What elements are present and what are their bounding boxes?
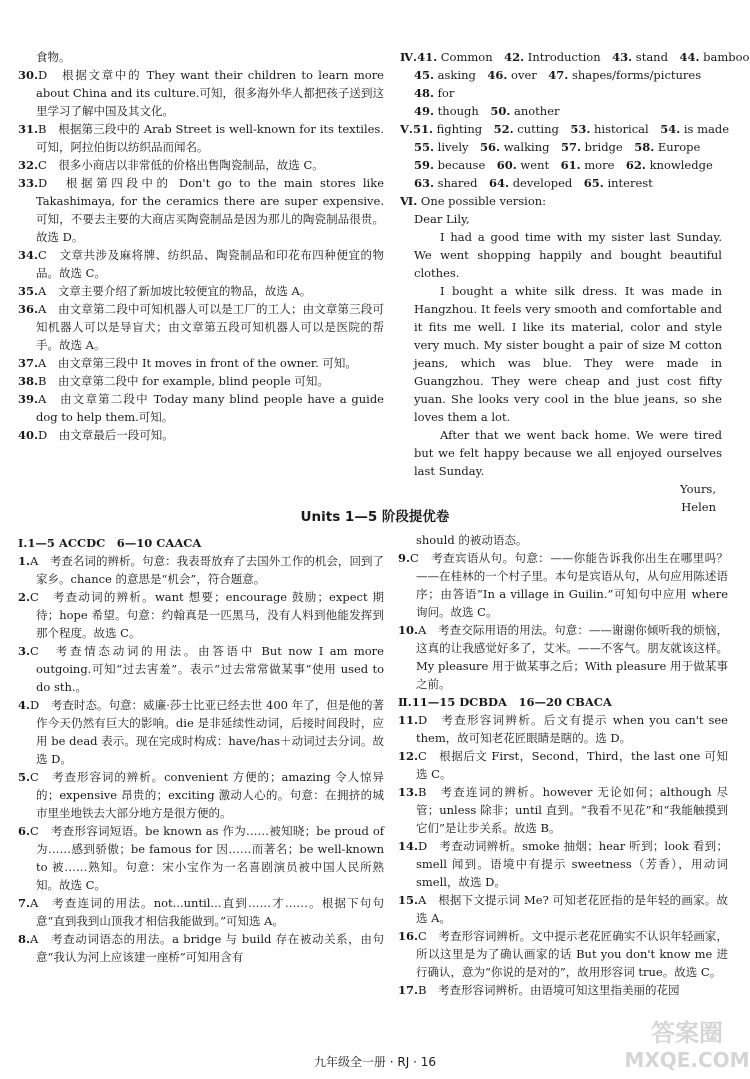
item-text: B 根据第三段中的 Arab Street is well-known for its textiles.可知，阿拉伯街以纺织品而闻名。: [36, 122, 384, 154]
answer-number: 58.: [634, 140, 655, 154]
item-number: 1.: [18, 554, 31, 568]
answer-number: 65.: [583, 176, 604, 190]
answer-item: [398, 621, 728, 693]
item-text: C 考查动词的辨析。want 想要；encourage 鼓励；expect 期待；hope 希望。句意：约翰真是一匹黑马，没有人料到他能发挥到那个程度。故选 C。: [30, 590, 384, 640]
answer-word: because: [437, 158, 486, 172]
answer-row: [400, 156, 722, 174]
answers-column-top-left: [18, 48, 384, 444]
answer-row: [400, 120, 730, 138]
item-number: 39.: [18, 392, 39, 406]
unit-title: Units 1—5 阶段提优卷: [300, 509, 450, 525]
item-number: 36.: [18, 302, 39, 316]
answer-item: [18, 246, 384, 282]
item-number: 30.: [18, 68, 39, 82]
answer-number: 57.: [560, 140, 581, 154]
section-vi: [400, 192, 722, 516]
answer-item: [18, 354, 384, 372]
item-number: 14.: [398, 839, 419, 853]
answer-word: shapes/forms/pictures: [571, 68, 702, 82]
item-text: D 根据文章中的 They want their children to learn more about China and its culture.可知，很多海外华人都把孩子送到这里学习了解中国及其文化。: [36, 68, 384, 118]
item-text: C 根据后文 First，Second，Third，the last one 可知选 C。: [416, 749, 728, 781]
answer-word: for: [437, 86, 455, 100]
answer-word: more: [584, 158, 615, 172]
item-text: D 考查动词辨析。smoke 抽烟；hear 听到；look 看到；smell 闻到。语境中有提示 sweetness（芳香），用动词 smell，故选 D。: [416, 839, 728, 889]
answer-item: [18, 768, 384, 822]
answer-item: [18, 390, 384, 426]
answer-item: [18, 930, 384, 966]
answer-number: 51.: [412, 122, 433, 136]
answer-number: 46.: [487, 68, 508, 82]
answer-item: [18, 48, 384, 66]
answer-key-header: 11—15 DCBDA 16—20 CBACA: [411, 695, 612, 709]
answer-item: [398, 837, 728, 891]
answer-item: [18, 66, 384, 120]
answer-item: [18, 588, 384, 642]
answer-word: over: [511, 68, 537, 82]
item-number: 37.: [18, 356, 39, 370]
answer-word: interest: [607, 176, 653, 190]
answer-row: [400, 102, 722, 120]
item-text: A 考查动词语态的用法。a bridge 与 build 存在被动关系，由句意“我认为河上应该建一座桥”可知用含有: [30, 932, 384, 964]
answer-item: [398, 783, 728, 837]
item-text: A 由文章第二段中可知机器人可以是工厂的工人；由文章第三段可知机器人可以是导盲犬；由文章第五段可知机器人可以是医院的帮手。故选 A。: [36, 302, 384, 352]
item-text: A 考查交际用语的用法。句意：——谢谢你倾听我的烦恼，这真的让我感觉好多了，艾米。——不客气。朋友就该这样。My pleasure 用于做某事之后；With pleasure 用于做某事之前。: [416, 623, 728, 691]
answer-word: stand: [635, 50, 668, 64]
letter-closing: Yours,: [680, 482, 716, 496]
answer-word: shared: [437, 176, 478, 190]
letter-paragraph: I bought a white silk dress. It was made in Hangzhou. It feels very smooth and comfortable and it fits me well. I like its material, color and style very much. My sister bought a pair of size M cotton jeans, which was blue. They were made in Guangzhou. They were cheap and just cost fifty yuan. She looks very cool in the blue jeans, so she loves them a lot.: [414, 284, 722, 424]
page-footer: 九年级全一册 · RJ · 16: [313, 1055, 437, 1069]
section-label: Ⅴ.: [400, 122, 413, 136]
item-text: D 考查形容词辨析。后文有提示 when you can't see them，故可知老花匠眼睛是瞎的。选 D。: [416, 713, 728, 745]
item-number: 33.: [18, 176, 39, 190]
item-number: 6.: [18, 824, 31, 838]
item-text: B 考查连词的辨析。however 无论如何；although 尽管；unless 除非；until 直到。“我看不见花”和“我能触摸到它们”是让步关系。故选 B。: [416, 785, 728, 835]
answer-row: [400, 84, 722, 102]
answer-word: bridge: [584, 140, 623, 154]
item-number: 15.: [398, 893, 419, 907]
continued-text: should 的被动语态。: [416, 533, 528, 547]
item-number: 34.: [18, 248, 39, 262]
answer-item: [398, 747, 728, 783]
item-text: C 很多小商店以非常低的价格出售陶瓷制品，故选 C。: [38, 158, 324, 172]
item-number: 38.: [18, 374, 39, 388]
answer-item: [18, 552, 384, 588]
answer-item: [398, 549, 728, 621]
answer-item: [398, 981, 728, 999]
answer-word: went: [520, 158, 550, 172]
item-text: B 考查形容词辨析。由语境可知这里指美丽的花园: [418, 983, 680, 997]
answer-number: 43.: [612, 50, 633, 64]
item-number: 16.: [398, 929, 419, 943]
answers-column-bottom-right: [398, 531, 728, 999]
item-text: C 文章共涉及麻将牌、纺织品、陶瓷制品和印花布四种便宜的物品。故选 C。: [36, 248, 384, 280]
answer-word: knowledge: [649, 158, 713, 172]
answer-word: historical: [594, 122, 649, 136]
answer-word: fighting: [436, 122, 483, 136]
answer-row: [400, 174, 722, 192]
section-label: Ⅱ.: [398, 695, 412, 709]
item-number: 12.: [398, 749, 419, 763]
answer-item: [18, 894, 384, 930]
item-number: 7.: [18, 896, 31, 910]
item-number: 5.: [18, 770, 31, 784]
item-text: C 考查形容词短语。be known as 作为……被知晓；be proud of 为……感到骄傲；be famous for 因……而著名；be well-known to 被……熟知。句意：宋小宝作为一名喜剧演员被中国人民所熟知。故选 C。: [30, 824, 384, 892]
section-label: Ⅳ.: [400, 50, 418, 64]
answer-number: 49.: [414, 104, 435, 118]
letter-paragraph: After that we went back home. We were tired but we felt happy because we all enjoyed ourselves last Sunday.: [414, 428, 722, 478]
answer-item: [18, 822, 384, 894]
item-text: D 由文章最后一段可知。: [38, 428, 174, 442]
section-label: Ⅵ.: [400, 194, 418, 208]
item-number: 31.: [18, 122, 39, 136]
item-text: 食物。: [36, 50, 71, 64]
answer-number: 52.: [493, 122, 514, 136]
answer-row: [400, 66, 722, 84]
item-number: 40.: [18, 428, 39, 442]
answer-word: walking: [503, 140, 550, 154]
answer-number: 50.: [490, 104, 511, 118]
answer-number: 61.: [560, 158, 581, 172]
answer-number: 63.: [414, 176, 435, 190]
item-number: 32.: [18, 158, 39, 172]
answer-number: 53.: [570, 122, 591, 136]
item-number: 17.: [398, 983, 419, 997]
answer-word: Common: [440, 50, 493, 64]
item-number: 13.: [398, 785, 419, 799]
answer-word: asking: [437, 68, 476, 82]
answer-number: 60.: [496, 158, 517, 172]
item-text: A 由文章第三段中 It moves in front of the owner. 可知。: [38, 356, 357, 370]
item-text: C 考查情态动词的用法。由答语中 But now I am more outgoing.可知“过去害羞”。表示“过去常常做某事”使用 used to do sth.。: [30, 644, 384, 694]
answer-row: [400, 138, 722, 156]
answer-item: [18, 300, 384, 354]
answer-number: 55.: [414, 140, 435, 154]
answers-column-bottom-left: [18, 534, 384, 966]
answer-number: 47.: [548, 68, 569, 82]
section-intro: One possible version:: [420, 194, 547, 208]
answer-number: 54.: [660, 122, 681, 136]
item-number: 4.: [18, 698, 31, 712]
answer-word: bamboo: [703, 50, 750, 64]
svg-text:答案圈: 答案圈: [651, 1019, 723, 1047]
answer-key-header: 1—5 ACCDC 6—10 CAACA: [27, 536, 202, 550]
item-text: B 由文章第二段中 for example, blind people 可知。: [38, 374, 329, 388]
answer-number: 59.: [414, 158, 435, 172]
section-iv: [400, 48, 750, 120]
item-text: A 文章主要介绍了新加坡比较便宜的物品，故选 A。: [38, 284, 312, 298]
answer-word: lively: [437, 140, 469, 154]
letter-greeting: Dear Lily,: [414, 212, 470, 226]
answer-word: though: [437, 104, 479, 118]
item-text: D 考查时态。句意：威廉·莎士比亚已经去世 400 年了，但是他的著作今天仍然有巨大的影响。die 是非延续性动词，后接时间段时，应用 be dead 表示。现在完成时构成：have/has＋动词过去分词。故选 D。: [30, 698, 384, 766]
answer-word: Europe: [657, 140, 701, 154]
answer-item: [18, 156, 384, 174]
answer-word: cutting: [517, 122, 559, 136]
answer-number: 56.: [480, 140, 501, 154]
item-number: 9.: [398, 551, 411, 565]
answer-item: [18, 372, 384, 390]
section-v: [400, 120, 730, 192]
item-text: A 考查名词的辨析。句意：我表哥放弃了去国外工作的机会，回到了家乡。chance 的意思是“机会”，符合题意。: [30, 554, 384, 586]
answer-word: is made: [683, 122, 730, 136]
item-number: 10.: [398, 623, 419, 637]
watermark-logo: [624, 1013, 750, 1075]
letter-paragraph: I had a good time with my sister last Sunday. We went shopping happily and bought beautiful clothes.: [414, 230, 722, 280]
item-number: 3.: [18, 644, 31, 658]
item-text: A 考查连词的用法。not...until...直到……才……。根据下句句意“直到我到山顶我才相信我能做到。”可知选 A。: [30, 896, 384, 928]
answer-item: [18, 696, 384, 768]
answers-column-top-right: [400, 48, 750, 516]
letter-signature: Helen: [681, 500, 716, 514]
item-number: 2.: [18, 590, 31, 604]
item-number: 8.: [18, 932, 31, 946]
answer-item: [18, 642, 384, 696]
answer-number: 64.: [489, 176, 510, 190]
letter-body: [400, 228, 722, 480]
answer-item: [18, 174, 384, 246]
svg-text:MXQE.COM: MXQE.COM: [624, 1048, 750, 1072]
answer-item: [18, 120, 384, 156]
item-text: A 根据下文提示词 Me? 可知老花匠指的是年轻的画家。故选 A。: [416, 893, 728, 925]
item-text: D 根据第四段中的 Don't go to the main stores like Takashimaya, for the ceramics there are super expensive.可知，不要去主要的大商店买陶瓷制品是因为那儿的陶瓷制品很贵。故选 D。: [36, 176, 384, 244]
item-text: C 考查形容词辨析。文中提示老花匠确实不认识年轻画家，所以这里是为了确认画家的话 But you don't know me 进行确认，意为“你说的是对的”，故用形容词 true。故选 C。: [416, 929, 728, 979]
answer-number: 62.: [625, 158, 646, 172]
item-number: 35.: [18, 284, 39, 298]
answer-word: developed: [512, 176, 573, 190]
answer-item: [398, 891, 728, 927]
answer-item: [398, 711, 728, 747]
answer-item: [18, 426, 384, 444]
section-label: Ⅰ.: [18, 536, 28, 550]
item-text: C 考查宾语从句。句意：——你能告诉我你出生在哪里吗？——在桂林的一个村子里。本句是宾语从句，从句应用陈述语序；由答语“In a village in Guilin.”可知句中应用 where 询问。故选 C。: [410, 551, 728, 619]
answer-number: 44.: [679, 50, 700, 64]
item-text: A 由文章第二段中 Today many blind people have a guide dog to help them.可知。: [36, 392, 384, 424]
answer-number: 45.: [414, 68, 435, 82]
answer-word: another: [513, 104, 560, 118]
item-number: 11.: [398, 713, 419, 727]
item-text: C 考查形容词的辨析。convenient 方便的；amazing 令人惊异的；expensive 昂贵的；exciting 激动人心的。句意：在拥挤的城市里坐地铁去大部分地方是很方便的。: [30, 770, 384, 820]
answer-item: [398, 927, 728, 981]
answer-number: 48.: [414, 86, 435, 100]
answer-row: [400, 48, 750, 66]
answer-number: 41.: [417, 50, 438, 64]
answer-number: 42.: [504, 50, 525, 64]
answer-word: Introduction: [527, 50, 601, 64]
answer-item: [18, 282, 384, 300]
